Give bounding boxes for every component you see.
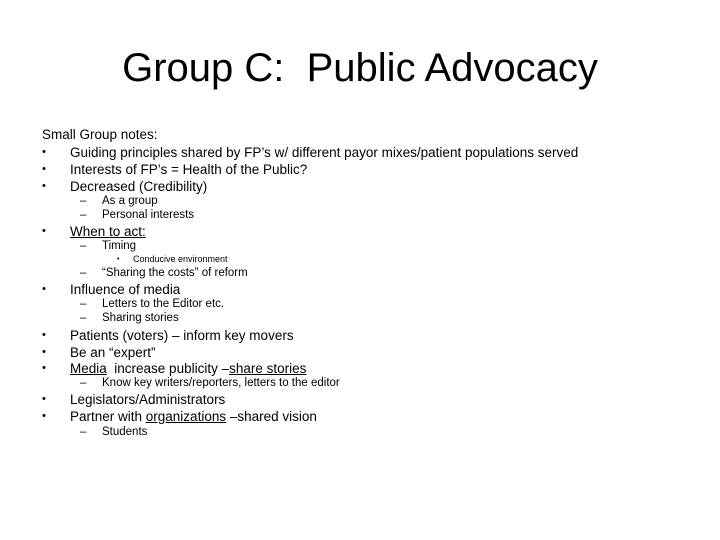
bullet-icon: • [42, 283, 46, 295]
bullet-icon: • [42, 163, 46, 175]
item-text: Influence of media [70, 282, 181, 297]
sub-item-text: As a group [102, 195, 158, 207]
sub-item-text: Sharing stories [102, 312, 179, 324]
sub-item-text: Letters to the Editor etc. [102, 298, 225, 310]
share-stories-text: share stories [229, 361, 307, 376]
bullet-icon: • [42, 346, 46, 358]
sub-item-text: Students [102, 426, 148, 438]
bullet-icon: • [42, 410, 46, 422]
dash-icon: – [80, 426, 87, 438]
dash-icon: – [80, 312, 87, 324]
intro-heading: Small Group notes: [42, 127, 158, 142]
bullet-icon: • [42, 225, 46, 237]
item-text [70, 360, 306, 377]
item-text: When to act: [70, 224, 146, 239]
media-word: Media [70, 361, 107, 376]
item-text: Patients (voters) – inform key movers [70, 328, 294, 343]
dash-icon: – [80, 298, 87, 310]
media-middle-text: increase publicity – [106, 361, 230, 376]
item-text: Be an “expert” [70, 345, 156, 360]
bullet-icon: • [42, 362, 46, 374]
bullet-icon: • [117, 256, 120, 263]
sub-sub-item-text: Conducive environment [133, 254, 228, 264]
dash-icon: – [80, 195, 87, 207]
organizations-text: organizations [145, 409, 227, 424]
partner-suffix: –shared vision [226, 409, 317, 424]
dash-icon: – [80, 240, 87, 252]
sub-item-text: Know key writers/reporters, letters to the editor [102, 377, 340, 389]
item-text [70, 408, 317, 425]
bullet-icon: • [42, 393, 46, 405]
item-text: Guiding principles shared by FP’s w/ different payor mixes/patient populations served [70, 145, 579, 160]
sub-item-text: Timing [102, 240, 137, 252]
item-text: Interests of FP’s = Health of the Public? [70, 162, 308, 177]
bullet-icon: • [42, 329, 46, 341]
item-text: Decreased (Credibility) [70, 179, 208, 194]
dash-icon: – [80, 377, 87, 389]
partner-prefix: Partner with [70, 409, 146, 424]
slide-title: Group C: Public Advocacy [122, 46, 598, 90]
dash-icon: – [80, 267, 87, 279]
sub-item-text: Personal interests [102, 209, 195, 221]
dash-icon: – [80, 209, 87, 221]
bullet-icon: • [42, 180, 46, 192]
bullet-icon: • [42, 146, 46, 158]
item-text: Legislators/Administrators [70, 392, 226, 407]
sub-item-text: “Sharing the costs” of reform [102, 267, 248, 279]
